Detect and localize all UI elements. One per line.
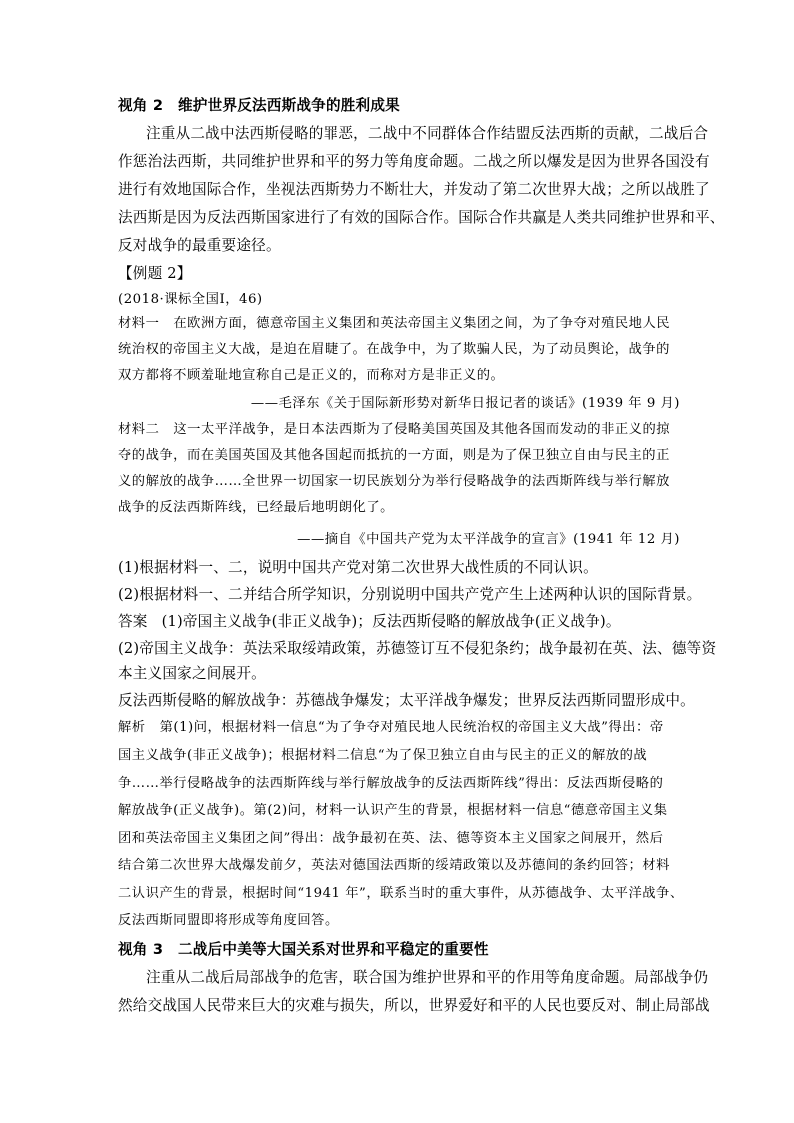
answer-line [118, 612, 680, 632]
section2-intro-line: 注重从二战中法西斯侵略的罪恶，二战中不同群体合作结盟反法西斯的贡献，二战后合 [146, 125, 709, 142]
material2-citation: ——摘自《中国共产党为太平洋战争的宣言》(1941 年 12 月) [297, 532, 680, 547]
analysis-line: 国主义战争(非正义战争)；根据材料二信息“为了保卫独立自由与民主的正义的解放的战 [118, 748, 648, 763]
question-2: (2)根据材料一、二并结合所学知识，分别说明中国共产党产生上述两种认识的国际背景。 [118, 586, 702, 603]
section2-intro-line: 反对战争的最重要途径。 [118, 237, 281, 254]
section2-intro-line: 进行有效地国际合作，坐视法西斯势力不断壮大，并发动了第二次世界大战；之所以战胜了 [118, 181, 710, 198]
analysis-line: 争……举行侵略战争的法西斯阵线与举行解放战争的反法西斯阵线”得出：反法西斯侵略的 [118, 776, 664, 791]
material2-line [118, 420, 680, 440]
analysis-line: 二认识产生的背景，根据时间“1941 年”，联系当时的重大事件，从苏德战争、太平洋战争、 [118, 886, 684, 901]
answer-1: (1)帝国主义战争(非正义战争)；反法西斯侵略的解放战争(正义战争)。 [161, 613, 621, 630]
material2-line: 战争的反法西斯阵线，已经最后地明朗化了。 [118, 500, 394, 515]
example-source: (2018·课标全国Ⅰ，46) [118, 292, 263, 307]
analysis-line: 解放战争(正义战争)。第(2)问，材料一认识产生的背景，根据材料一信息“德意帝国主义集 [118, 803, 668, 818]
answer-2-line: (2)帝国主义战争：英法采取绥靖政策，苏德签订互不侵犯条约；战争最初在英、法、德等资 [118, 640, 717, 657]
answer-3: 反法西斯侵略的解放战争：苏德战争爆发；太平洋战争爆发；世界反法西斯同盟形成中。 [118, 692, 695, 709]
question-1: (1)根据材料一、二，说明中国共产党对第二次世界大战性质的不同认识。 [118, 559, 598, 576]
material2-label: 材料二 [118, 422, 160, 437]
material1-text: 在欧洲方面，德意帝国主义集团和英法帝国主义集团之间，为了争夺对殖民地人民 [173, 316, 671, 331]
section3-intro-line: 注重从二战后局部战争的危害，联合国为维护世界和平的作用等角度命题。局部战争仍 [146, 969, 709, 986]
section2-intro-line: 法西斯是因为反法西斯国家进行了有效的国际合作。国际合作共赢是人类共同维护世界和平、 [118, 209, 725, 226]
material2-line: 义的解放的战争……全世界一切国家一切民族划分为举行侵略战争的法西斯阵线与举行解放 [118, 474, 670, 489]
material1-line [118, 314, 680, 334]
example-label: 【例题 2】 [118, 265, 192, 282]
analysis-line: 团和英法帝国主义集团之间”得出：战争最初在英、法、德等资本主义国家之间展开，然后 [118, 831, 664, 846]
analysis-label: 解析 [118, 720, 146, 735]
analysis-line: 反法西斯同盟即将形成等角度回答。 [118, 913, 339, 928]
material1-citation: ——毛泽东《关于国际新形势对新华日报记者的谈话》(1939 年 9 月) [250, 396, 680, 411]
material2-text: 这一太平洋战争，是日本法西斯为了侵略美国英国及其他各国而发动的非正义的掠 [173, 422, 671, 437]
analysis-text: 第(1)问，根据材料一信息“为了争夺对殖民地人民统治权的帝国主义大战”得出：帝 [159, 720, 664, 735]
material1-label: 材料一 [118, 316, 160, 331]
analysis-line: 结合第二次世界大战爆发前夕，英法对德国法西斯的绥靖政策以及苏德间的条约回答；材料 [118, 858, 670, 873]
section3-title: 视角 3 二战后中美等大国关系对世界和平稳定的重要性 [118, 941, 489, 958]
section3-intro-line: 然给交战国人民带来巨大的灾难与损失，所以，世界爱好和平的人民也要反对、制止局部战 [118, 997, 710, 1014]
analysis-line [118, 718, 680, 738]
material1-line: 双方都将不顾羞耻地宣称自己是正义的，而称对方是非正义的。 [118, 368, 505, 383]
answer-2-line: 本主义国家之间展开。 [118, 665, 266, 682]
section2-title: 视角 2 维护世界反法西斯战争的胜利成果 [118, 97, 400, 114]
answer-label: 答案 [118, 613, 148, 630]
material2-line: 夺的战争，而在美国英国及其他各国起而抵抗的一方面，则是为了保卫独立自由与民主的正 [118, 448, 670, 463]
section2-intro-line: 作惩治法西斯，共同维护世界和平的努力等角度命题。二战之所以爆发是因为世界各国没有 [118, 153, 710, 170]
material1-line: 统治权的帝国主义大战，是迫在眉睫了。在战争中，为了欺骗人民，为了动员舆论，战争的 [118, 342, 670, 357]
